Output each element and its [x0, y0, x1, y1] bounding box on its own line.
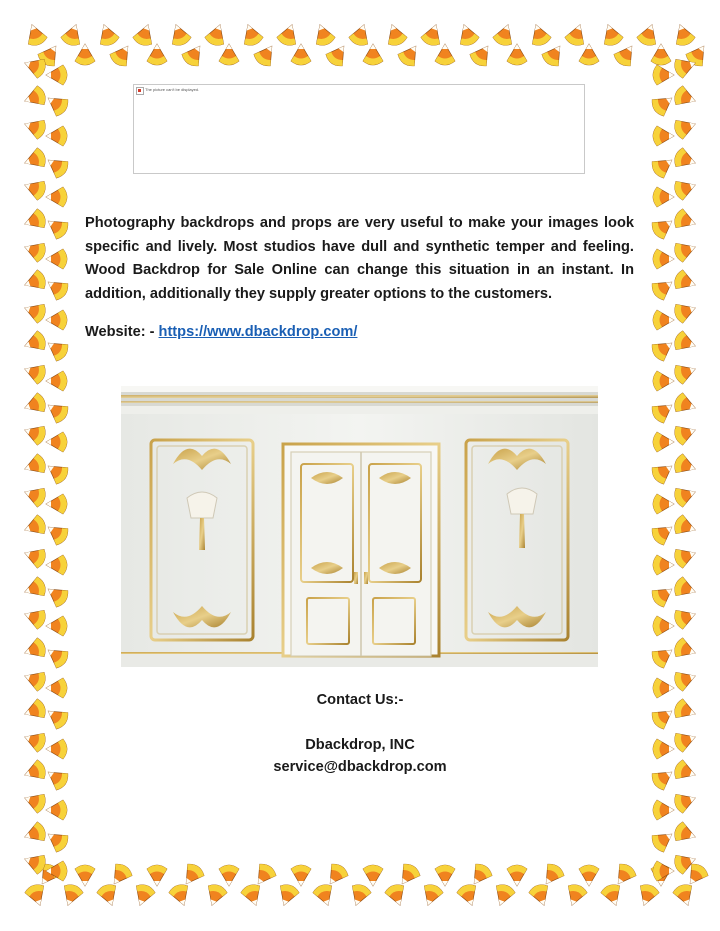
broken-image-icon — [136, 87, 144, 95]
website-link[interactable]: https://www.dbackdrop.com/ — [158, 324, 358, 340]
wall-panel-door-photo — [121, 386, 598, 667]
candy-corn-icon — [649, 858, 675, 884]
broken-image-placeholder — [133, 84, 585, 174]
website-label: Website: - — [85, 324, 159, 340]
contact-heading: Contact Us:- — [316, 692, 404, 708]
candy-corn-icon — [45, 858, 71, 884]
description-paragraph: Photography backdrops and props are very useful to make your images look specific and lively. Most studios have dull and synthetic temper and feeling. Wood Backdrop for Sale Online can change this situation in an instant. In addition, additionally they supply greater options to the customers. — [85, 215, 634, 302]
broken-image-text: The picture can't be displayed. — [145, 87, 200, 92]
company-name: Dbackdrop, INC — [305, 737, 415, 753]
website-line — [85, 321, 357, 344]
contact-email: service@dbackdrop.com — [273, 759, 447, 775]
